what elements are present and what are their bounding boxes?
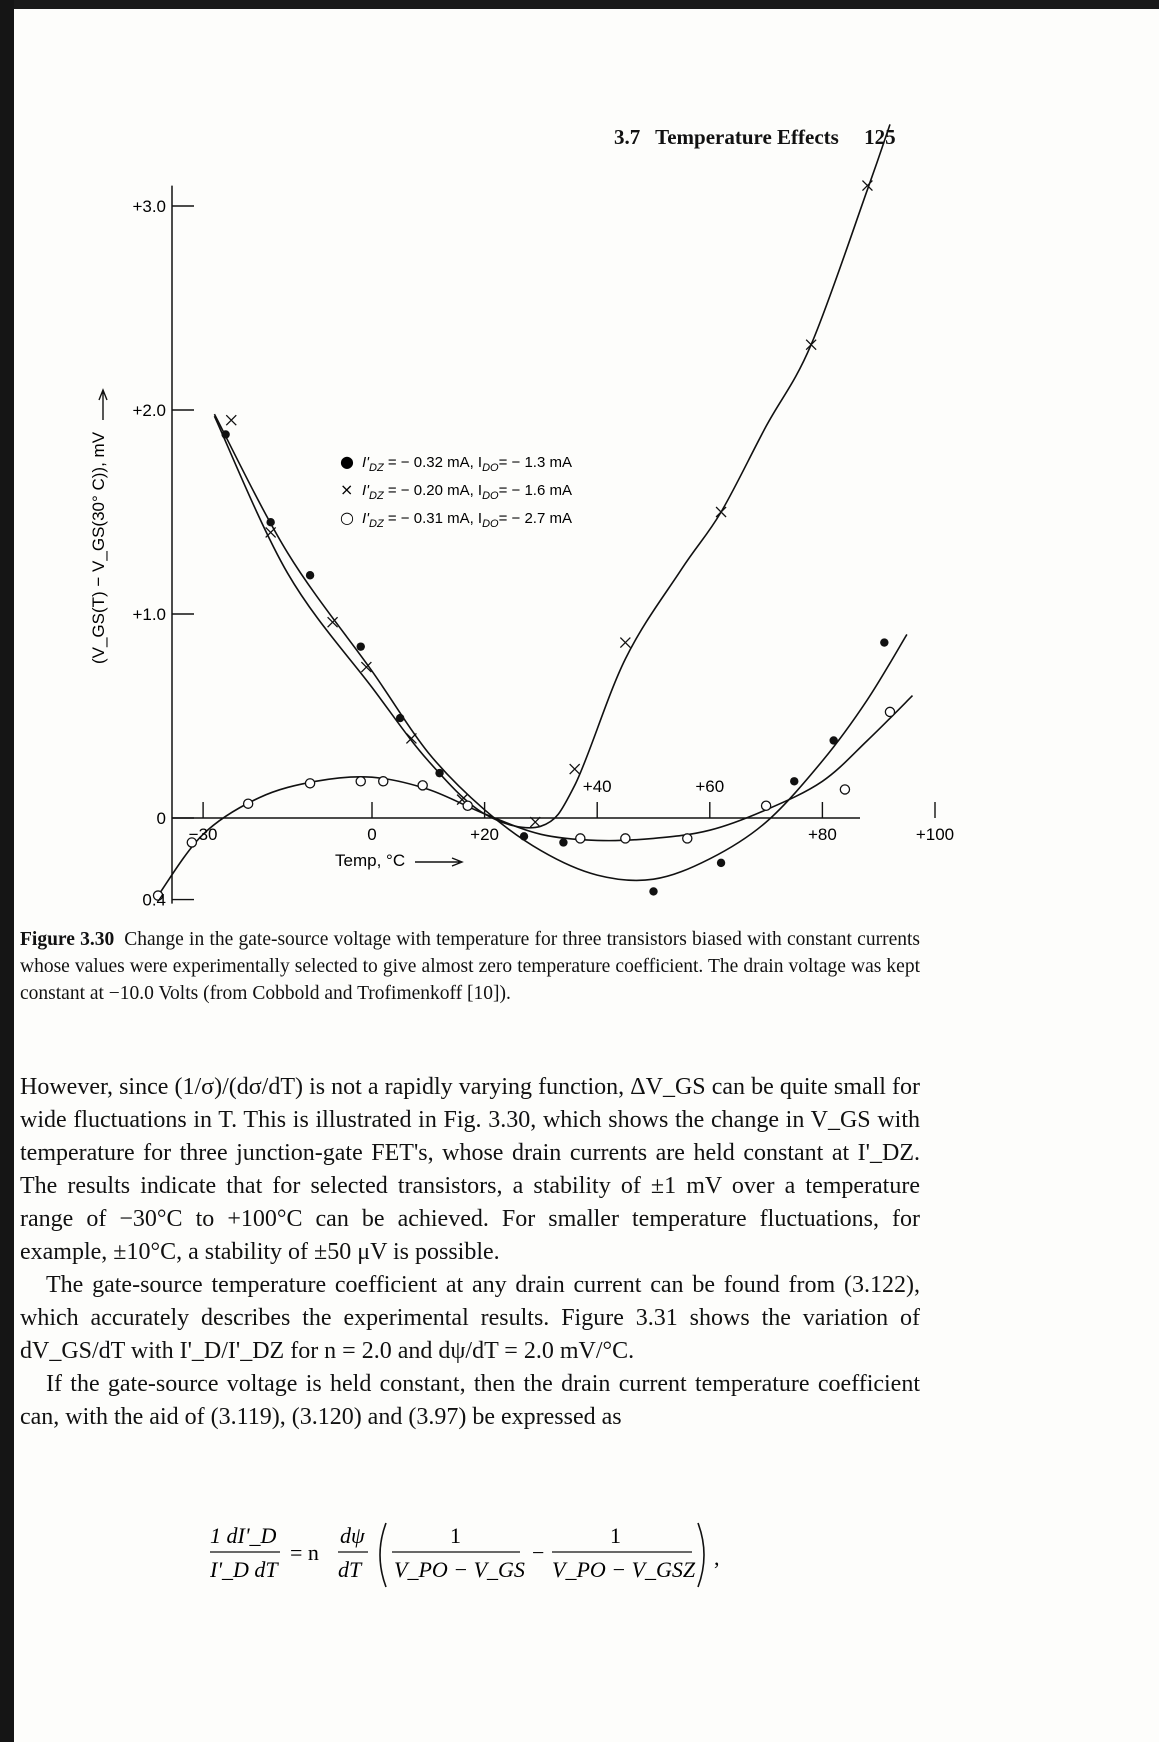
- legend-text-circle: $I'_{DZ}$ = − 0.31 mA, $I_{DO}= - 2.7$ mA: [362, 510, 572, 530]
- section-title: Temperature Effects: [655, 125, 839, 149]
- data-point-circle-7: [463, 801, 472, 810]
- data-point-dot-1: [266, 518, 274, 526]
- eq-tail: ,: [714, 1545, 720, 1570]
- chart-points: [153, 181, 894, 901]
- eq-term1-denominator: V_PO − V_GS: [394, 1557, 525, 1582]
- y-tick-label-0: +3.0: [132, 197, 166, 216]
- data-point-x-9: [716, 507, 726, 517]
- data-point-dot-0: [221, 430, 229, 438]
- data-point-x-0: [226, 415, 236, 425]
- eq-dpsi: dψ: [340, 1523, 365, 1548]
- data-point-dot-9: [717, 859, 725, 867]
- data-point-x-4: [406, 733, 416, 743]
- eq-term2-numerator: 1: [610, 1523, 621, 1548]
- page-number: 125: [864, 125, 896, 149]
- data-point-x-10: [806, 340, 816, 350]
- body-text: [20, 1071, 920, 1434]
- data-point-circle-12: [840, 785, 849, 794]
- legend-entry-dot: [340, 452, 572, 474]
- data-point-dot-5: [435, 769, 443, 777]
- data-point-circle-2: [244, 799, 253, 808]
- data-point-circle-13: [885, 707, 894, 716]
- legend-entry-x: [340, 480, 572, 502]
- legend-entry-circle: [340, 508, 572, 530]
- data-point-dot-12: [880, 638, 888, 646]
- data-point-circle-10: [683, 834, 692, 843]
- y-tick-label-4: 0.4: [142, 890, 166, 910]
- equation: [210, 1515, 770, 1595]
- series-curve-circle: [158, 696, 912, 896]
- figure-label: Figure 3.30: [20, 929, 115, 950]
- chart-legend: [340, 452, 572, 530]
- data-point-x-8: [620, 638, 630, 648]
- eq-equals: = n: [290, 1540, 319, 1565]
- data-point-dot-3: [357, 642, 365, 650]
- x-tick-label-1: 0: [367, 825, 377, 844]
- data-point-dot-6: [520, 832, 528, 840]
- series-curve-x: [214, 124, 890, 827]
- eq-lhs-numerator: 1 dI'_D: [210, 1523, 277, 1548]
- y-tick-label-1: +2.0: [132, 401, 166, 420]
- eq-minus: −: [532, 1540, 545, 1565]
- data-point-dot-8: [649, 887, 657, 895]
- legend-marker-circle: ○: [340, 508, 354, 527]
- eq-dT: dT: [338, 1557, 362, 1582]
- legend-marker-x: ×: [340, 480, 354, 499]
- x-tick-label-6: +100: [915, 825, 955, 844]
- chart-tick-labels: [132, 197, 954, 910]
- paragraph-1: However, since (1/σ)/(dσ/dT) is not a rapidly varying function, ΔV_GS can be quite small for wide fluctuations in T. This is illustrated in Fig. 3.30, which shows the change in V_GS with temperature for three junction-gate FET's, whose drain currents are held constant at I'_DZ. The results indicate that for selected transistors, a stability of ±1 mV over a temperature range of −30°C to +100°C can be achieved. For smaller temperature fluctuations, for example, ±10°C, a stability of ±50 μV is possible.: [20, 1074, 920, 1265]
- data-point-x-7: [570, 764, 580, 774]
- y-axis-label: (V_GS(T) − V_GS(30° C)), mV: [89, 431, 108, 665]
- data-point-circle-5: [379, 777, 388, 786]
- eq-term1-numerator: 1: [450, 1523, 461, 1548]
- eq-lhs-denominator: I'_D dT: [210, 1557, 278, 1582]
- data-point-dot-10: [790, 777, 798, 785]
- figure-caption: [20, 926, 920, 1007]
- x-tick-label-4: +60: [695, 777, 725, 796]
- section-number: 3.7: [614, 125, 641, 149]
- y-tick-label-2: +1.0: [132, 605, 166, 624]
- data-point-dot-4: [396, 714, 404, 722]
- paragraph-3: If the gate-source voltage is held constant, then the drain current temperature coefficient can, with the aid of (3.119), (3.120) and (3.97) be expressed as: [20, 1371, 920, 1430]
- y-axis-label-arrow: [99, 390, 107, 420]
- x-axis-label-arrow: [415, 858, 462, 866]
- legend-text-x: $I'_{DZ}$ = − 0.20 mA, $I_{DO}= - 1.6$ mA: [362, 482, 572, 502]
- x-tick-label-2: +20: [470, 825, 500, 844]
- data-point-dot-2: [306, 571, 314, 579]
- legend-text-dot: $I'_{DZ}$ = − 0.32 mA, $I_{DO}= - 1.3$ mA: [362, 454, 572, 474]
- chart-axes: [172, 186, 935, 904]
- data-point-circle-11: [762, 801, 771, 810]
- data-point-circle-4: [356, 777, 365, 786]
- data-point-dot-7: [559, 838, 567, 846]
- x-tick-label-3: +40: [582, 777, 612, 796]
- eq-term2-denominator: V_PO − V_GSZ: [552, 1557, 696, 1582]
- data-point-circle-9: [621, 834, 630, 843]
- data-point-circle-8: [576, 834, 585, 843]
- data-point-dot-11: [829, 736, 837, 744]
- data-point-circle-3: [305, 779, 314, 788]
- data-point-circle-6: [418, 781, 427, 790]
- y-tick-label-3: 0: [156, 809, 166, 828]
- legend-marker-dot: ●: [340, 452, 354, 471]
- x-tick-label-0: −30: [188, 825, 218, 844]
- x-tick-label-5: +80: [807, 825, 837, 844]
- x-axis-label: Temp, °C: [335, 851, 406, 870]
- caption-text: Change in the gate-source voltage with temperature for three transistors biased with constant currents whose values were experimentally selected to give almost zero temperature coefficient. The drain voltage was kept constant at −10.0 Volts (from Cobbold and Trofimenkoff [10]).: [20, 929, 920, 1004]
- paragraph-2: The gate-source temperature coefficient at any drain current can be found from (3.122), which accurately describes the experimental results. Figure 3.31 shows the variation of dV_GS/dT with I'_D/I'_DZ for n = 2.0 and dψ/dT = 2.0 mV/°C.: [20, 1272, 920, 1364]
